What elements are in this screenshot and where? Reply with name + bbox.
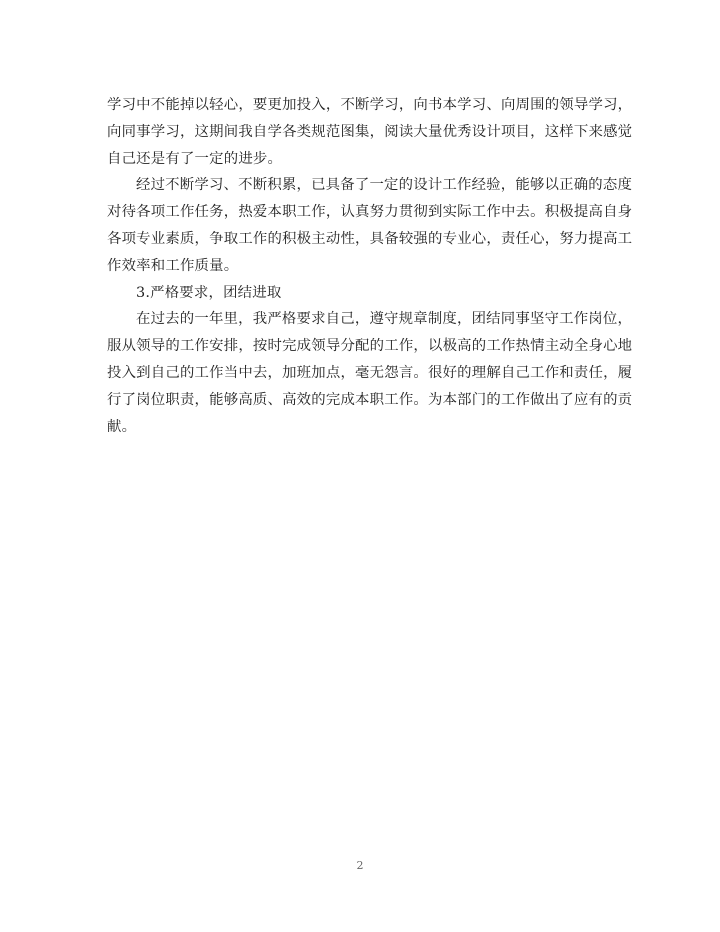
text-line: 学习中不能掉以轻心，要更加投入，不断学习，向书本学习、向周围的领导学习， bbox=[107, 97, 633, 113]
text-line: 投入到自己的工作当中去，加班加点，毫无怨言。很好的理解自己工作和责任，履 bbox=[107, 364, 633, 381]
text-line: 自己还是有了一定的进步。 bbox=[107, 150, 283, 167]
text-line: 行了岗位职责，能够高质、高效的完成本职工作。为本部门的工作做出了应有的贡 bbox=[107, 391, 633, 408]
text-line: 作效率和工作质量。 bbox=[107, 257, 239, 274]
text-line: 各项专业素质，争取工作的积极主动性，具备较强的专业心，责任心，努力提高工 bbox=[107, 230, 633, 247]
section-heading: 3.严格要求，团结进取 bbox=[136, 284, 282, 301]
paragraph-strict-requirements bbox=[107, 306, 633, 440]
document-body bbox=[107, 92, 633, 440]
text-line: 在过去的一年里，我严格要求自己，遵守规章制度，团结同事坚守工作岗位， bbox=[136, 311, 633, 328]
text-line: 经过不断学习、不断积累，已具备了一定的设计工作经验，能够以正确的态度 bbox=[136, 177, 633, 194]
text-line: 对待各项工作任务，热爱本职工作，认真努力贯彻到实际工作中去。积极提高自身 bbox=[107, 204, 633, 221]
text-line: 向同事学习，这期间我自学各类规范图集，阅读大量优秀设计项目，这样下来感觉 bbox=[107, 123, 633, 140]
text-line: 服从领导的工作安排，按时完成领导分配的工作，以极高的工作热情主动全身心地 bbox=[107, 338, 633, 355]
paragraph-experience bbox=[107, 172, 633, 279]
page-number: 2 bbox=[356, 859, 364, 872]
paragraph-learning-continued bbox=[107, 92, 633, 172]
text-line: 献。 bbox=[107, 418, 137, 435]
